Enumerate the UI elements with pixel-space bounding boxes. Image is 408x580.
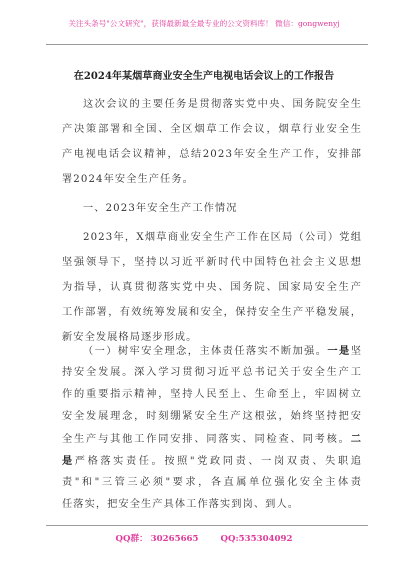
subsection-line: （一）树牢安全理念，主体责任落实不断加强。一是坚 <box>83 345 362 357</box>
subsection-line: 任落实，把安全生产具体工作落实到岗、到人。 <box>62 499 300 510</box>
page-header: 关注头条号"公文研究"，获得最新最全最专业的公文资料库！ 微信：gongwenyj <box>68 19 340 28</box>
footer-divider <box>46 525 368 526</box>
intro-line: 这次会议的主要任务是贯彻落实党中央、国务院安全生 <box>83 99 362 110</box>
document-title: 在2024年某烟草商业安全生产电视电话会议上的工作报告 <box>73 71 335 82</box>
section-line: 新安全发展格局逐步形成。 <box>62 332 198 343</box>
bold-marker: 是 <box>62 455 75 467</box>
bold-marker: 一是 <box>327 345 351 357</box>
section-heading: 一、2023年安全生产工作情况 <box>83 203 238 214</box>
qq-number: QQ:535304092 <box>220 534 293 544</box>
header-divider <box>46 44 368 45</box>
section-line: 坚强领导下，坚持以习近平新时代中国特色社会主义思想 <box>62 257 362 268</box>
subsection-line: 是严格落实责任。按照"党政同责、一岗双责、失职追 <box>62 455 362 467</box>
subsection-line: 责"和"三管三必须"要求，各直属单位强化安全主体责 <box>62 477 362 488</box>
bold-marker: 二 <box>350 433 362 445</box>
intro-line: 署2024年安全生产任务。 <box>62 174 194 185</box>
section-line: 2023年，X烟草商业安全生产工作在区局（公司）党组 <box>83 232 362 243</box>
intro-line: 产电视电话会议精神，总结2023年安全生产工作，安排部 <box>62 149 362 160</box>
subsection-line: 全生产与其他工作同安排、同落实、同检查、同考核。二 <box>62 433 362 445</box>
section-line: 工作部署，有效统筹发展和安全，保持安全生产平稳发展， <box>62 307 362 318</box>
subsection-heading: （一）树牢安全理念，主体责任落实不断加强。 <box>83 346 328 357</box>
page-footer <box>0 532 408 544</box>
qq-group: QQ群： 30265665 <box>115 534 199 544</box>
subsection-line: 持安全发展。深入学习贯彻习近平总书记关于安全生产工 <box>62 367 362 378</box>
subsection-line: 安全发展理念，时刻绷紧安全生产这根弦，始终坚持把安 <box>62 411 362 422</box>
intro-line: 产决策部署和全国、全区烟草工作会议，烟草行业安全生 <box>62 124 362 135</box>
subsection-line: 作的重要指示精神，坚持人民至上、生命至上，牢固树立 <box>62 389 362 400</box>
section-line: 为指导，认真贯彻落实党中央、国务院、国家局安全生产 <box>62 282 362 293</box>
